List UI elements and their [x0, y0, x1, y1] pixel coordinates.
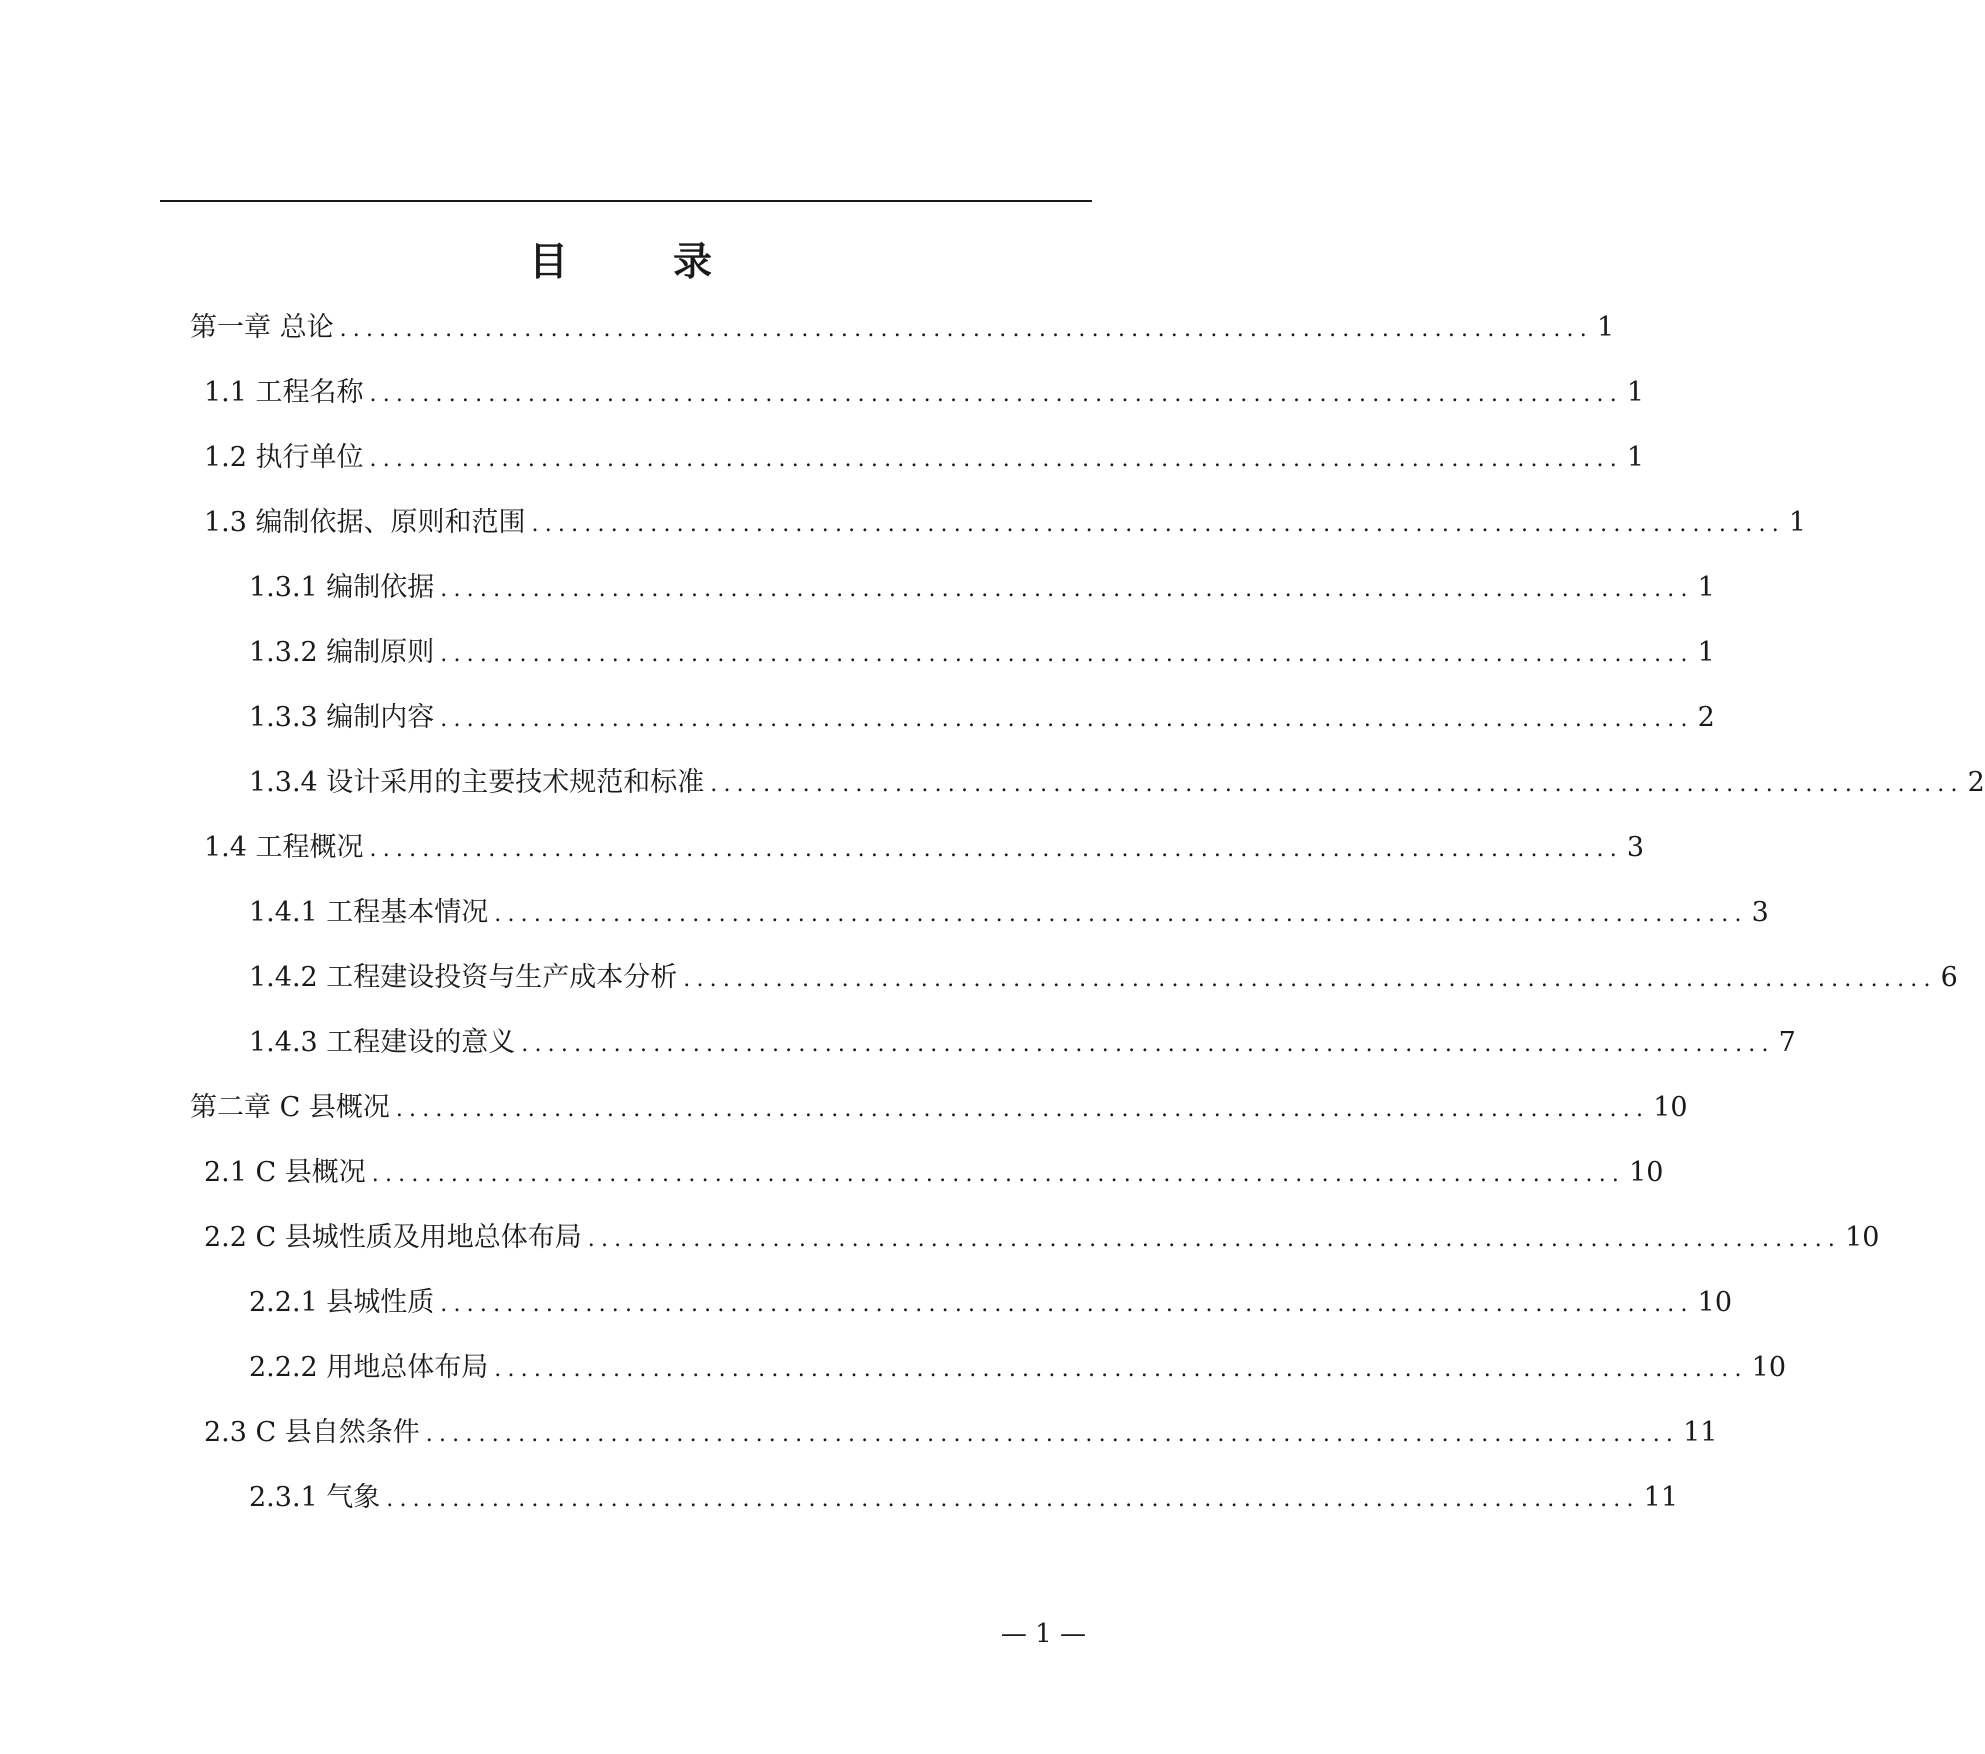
toc-entry-title: 第一章 总论	[190, 312, 334, 343]
toc-entry-title: 1.2 执行单位	[204, 442, 364, 473]
toc-leader-dots: ...............................................................................................	[371, 1162, 1626, 1187]
toc-entry-title: 1.4.3 工程建设的意义	[249, 1027, 516, 1058]
toc-entry-title: 2.2 C 县城性质及用地总体布局	[204, 1222, 582, 1253]
toc-entry[interactable]	[249, 631, 1715, 675]
toc-entry-title: 2.2.2 用地总体布局	[249, 1352, 489, 1383]
toc-entry-title: 2.3 C 县自然条件	[204, 1417, 420, 1448]
toc-entry[interactable]	[249, 696, 1715, 740]
footer-page-number: — 1 —	[1000, 1619, 1086, 1649]
toc-entry-title: 1.4.1 工程基本情况	[249, 897, 489, 928]
toc-entry[interactable]	[249, 1021, 1796, 1065]
toc-entry-title: 第二章 C 县概况	[190, 1092, 390, 1123]
toc-entry-page: 1	[1626, 442, 1645, 473]
toc-entry-title: 1.3.1 编制依据	[249, 572, 435, 603]
toc-entry-page: 6	[1940, 962, 1958, 993]
toc-entry[interactable]	[249, 891, 1769, 935]
toc-entry[interactable]	[204, 826, 1645, 870]
toc-leader-dots: ...............................................................................................	[369, 837, 1623, 862]
toc-entry-page: 7	[1778, 1027, 1796, 1058]
toc-entry[interactable]	[204, 371, 1645, 415]
toc-entry-page: 1	[1626, 377, 1645, 408]
toc-entry[interactable]	[204, 1411, 1718, 1455]
toc-leader-dots: ...............................................................................................	[369, 382, 1623, 407]
toc-entry-page: 10	[1629, 1157, 1664, 1188]
toc-entry-page: 1	[1596, 312, 1615, 343]
toc-entry-title: 1.3 编制依据、原则和范围	[204, 507, 526, 538]
toc-entry-title: 1.3.4 设计采用的主要技术规范和标准	[249, 767, 705, 798]
toc-entry-title: 1.1 工程名称	[204, 377, 364, 408]
toc-entry[interactable]	[204, 501, 1807, 545]
toc-leader-dots: ...............................................................................................	[710, 772, 1964, 797]
toc-entry[interactable]	[249, 566, 1715, 610]
toc-entry[interactable]	[249, 1346, 1787, 1390]
toc-entry-page: 1	[1788, 507, 1807, 538]
toc-leader-dots: ...............................................................................................	[440, 1292, 1694, 1317]
toc-leader-dots: ...............................................................................................	[339, 317, 1593, 342]
toc-entry[interactable]	[190, 1086, 1688, 1130]
toc-entry[interactable]	[204, 436, 1645, 480]
toc-entry[interactable]	[249, 761, 1985, 805]
toc-leader-dots: ...............................................................................................	[494, 1357, 1748, 1382]
toc-entry-page: 10	[1845, 1222, 1880, 1253]
toc-entry-title: 2.1 C 县概况	[204, 1157, 366, 1188]
toc-entry[interactable]	[190, 306, 1615, 350]
toc-entry-page: 11	[1683, 1417, 1718, 1448]
toc-entry-title: 1.4.2 工程建设投资与生产成本分析	[249, 962, 678, 993]
toc-entry-page: 11	[1643, 1482, 1679, 1513]
toc-leader-dots: ...............................................................................................	[531, 512, 1785, 537]
toc-entry-page: 2	[1697, 702, 1715, 733]
toc-entry[interactable]	[249, 956, 1958, 1000]
toc-entry-page: 1	[1697, 572, 1715, 603]
toc-entry-title: 1.3.3 编制内容	[249, 702, 435, 733]
toc-leader-dots: ...............................................................................................	[395, 1097, 1650, 1122]
toc-entry[interactable]	[249, 1476, 1679, 1520]
toc-entry-page: 3	[1751, 897, 1769, 928]
toc-leader-dots: ...............................................................................................	[683, 967, 1937, 992]
toc-leader-dots: ...............................................................................................	[587, 1227, 1842, 1252]
toc-entry-page: 10	[1697, 1287, 1733, 1318]
toc-entry-page: 10	[1653, 1092, 1688, 1123]
toc-leader-dots: ...............................................................................................	[521, 1032, 1775, 1057]
toc-entry-page: 1	[1697, 637, 1715, 668]
toc-entry-title: 2.3.1 气象	[249, 1482, 381, 1513]
toc-entry[interactable]	[204, 1216, 1880, 1260]
toc-leader-dots: ...............................................................................................	[386, 1487, 1640, 1512]
toc-leader-dots: ...............................................................................................	[440, 642, 1694, 667]
page-title: 目 录	[528, 240, 745, 285]
toc-entry-title: 2.2.1 县城性质	[249, 1287, 435, 1318]
toc-entry-page: 2	[1967, 767, 1985, 798]
toc-leader-dots: ...............................................................................................	[369, 447, 1623, 472]
toc-entry[interactable]	[204, 1151, 1664, 1195]
toc-leader-dots: ...............................................................................................	[440, 707, 1694, 732]
toc-leader-dots: ...............................................................................................	[440, 577, 1694, 602]
toc-leader-dots: ...............................................................................................	[425, 1422, 1680, 1447]
toc-leader-dots: ...............................................................................................	[494, 902, 1748, 927]
toc-entry[interactable]	[249, 1281, 1733, 1325]
toc-entry-page: 3	[1626, 832, 1645, 863]
toc-entry-title: 1.4 工程概况	[204, 832, 364, 863]
toc-entry-title: 1.3.2 编制原则	[249, 637, 435, 668]
toc-entry-page: 10	[1751, 1352, 1787, 1383]
